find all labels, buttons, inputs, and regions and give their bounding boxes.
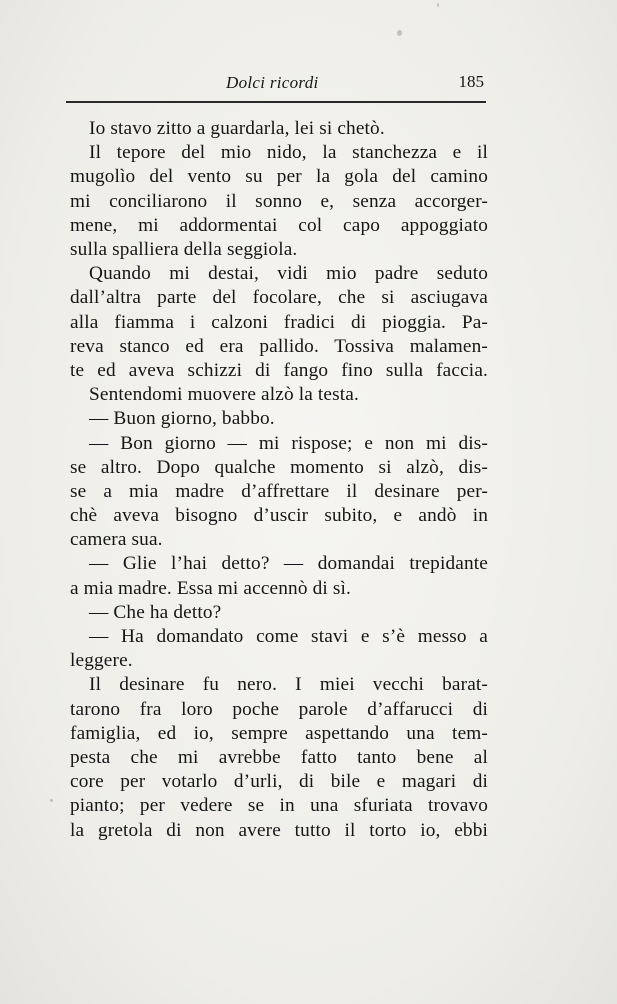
text-line: pianto; per vedere se in una sfuriata trovavo [70, 795, 488, 817]
body-text [70, 117, 488, 843]
text-line: famiglia, ed io, sempre aspettando una tem- [70, 722, 488, 744]
text-line: sulla spalliera della seggiola. [70, 238, 298, 260]
text-line: mi conciliarono il sonno e, senza accorger- [70, 190, 488, 212]
text-line: mene, mi addormentai col capo appoggiato [70, 214, 488, 236]
text-line: — Ha domandato come stavi e s’è messo a [89, 626, 488, 648]
text-line: — Buon giorno, babbo. [89, 408, 275, 430]
page-header [66, 69, 486, 97]
text-line: mugolìo del vento su per la gola del camino [70, 166, 488, 188]
page-number: 185 [458, 72, 484, 91]
text-line: reva stanco ed era pallido. Tossiva malamen- [70, 335, 488, 357]
text-line: Il tepore del mio nido, la stanchezza e il [89, 142, 488, 164]
text-line: chè aveva bisogno d’uscir subito, e andò in [70, 505, 488, 527]
text-line: tarono fra loro poche parole d’affarucci di [70, 698, 488, 720]
text-line: se a mia madre d’affrettare il desinare per- [70, 480, 488, 502]
running-title: Dolci ricordi [226, 73, 319, 92]
paper-speck [397, 30, 402, 36]
paper-speck [50, 799, 53, 802]
text-line: Il desinare fu nero. I miei vecchi barat- [89, 674, 488, 696]
text-line: alla fiamma i calzoni fradici di pioggia. Pa- [70, 311, 488, 333]
text-line: a mia madre. Essa mi accennò di sì. [70, 577, 351, 599]
text-line: se altro. Dopo qualche momento si alzò, dis- [70, 456, 488, 478]
text-line: dall’altra parte del focolare, che si asciugava [70, 287, 488, 309]
text-line: leggere. [70, 650, 133, 672]
text-line: — Che ha detto? [89, 601, 222, 623]
text-line: Quando mi destai, vidi mio padre seduto [89, 263, 488, 285]
header-rule [66, 101, 486, 103]
text-line: pesta che mi avrebbe fatto tanto bene al [70, 747, 488, 768]
text-line: — Glie l’hai detto? — domandai trepidante [89, 553, 488, 575]
text-line: core per votarlo d’urli, di bile e magari di [70, 771, 488, 793]
text-line: Io stavo zitto a guardarla, lei si chetò. [89, 118, 385, 139]
text-line: Sentendomi muovere alzò la testa. [89, 384, 359, 406]
text-line: te ed aveva schizzi di fango fino sulla faccia. [70, 359, 488, 381]
text-line: — Bon giorno — mi rispose; e non mi dis- [89, 432, 488, 454]
text-line: la gretola di non avere tutto il torto io, ebbi [70, 819, 488, 841]
paper-speck [437, 3, 439, 7]
text-line: camera sua. [70, 529, 163, 551]
